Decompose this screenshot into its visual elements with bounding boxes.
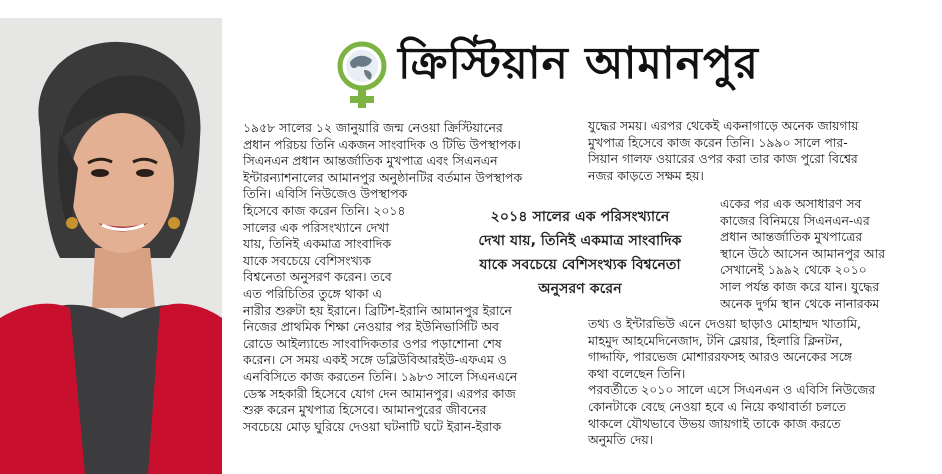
- text-line: ইন্টারন্যাশনালের আমানপুর অনুষ্ঠানটির বর্তমান উপস্থাপক: [243, 169, 523, 185]
- text-line: অনুমতি দেয়।: [588, 432, 654, 448]
- pull-quote-line: ২০১৪ সালের এক পরিসংখ্যানে: [490, 209, 670, 225]
- text-line: প্রধান আন্তর্জাতিক মুখপাত্রের: [720, 229, 863, 245]
- article-title: ক্রিস্টিয়ান আমানপুর: [398, 38, 760, 89]
- text-line: রোডে আইল্যান্ডে সাংবাদিকতার ওপর পড়াশোনা শেষ: [243, 335, 502, 351]
- text-line: মাহমুদ আহমেদিনেজাদ, টনি ব্লেয়ার, হিলারি ক্লিনটন,: [588, 332, 843, 348]
- text-line: স্থানে উঠে আসেন আমানপুর আর: [720, 245, 886, 261]
- pull-quote-line: যাকে সবচেয়ে বেশিসংখ্যক বিশ্বনেতা: [479, 257, 681, 273]
- text-line: থাকলে যৌথভাবে উভয় জায়গাই তাকে কাজ করতে: [588, 415, 841, 431]
- article-column-2-bottom: [588, 316, 918, 449]
- text-line: কোনটাকে বেছে নেওয়া হবে এ নিয়ে কথাবার্তা চলতে: [588, 398, 846, 414]
- text-line: সিএনএন প্রধান আন্তর্জাতিক মুখপাত্র এবং সিএনএন: [243, 153, 498, 169]
- text-line: নজর কাড়তে সক্ষম হয়।: [588, 167, 704, 183]
- pull-quote: [455, 205, 705, 301]
- text-line: কথা বলেছেন তিনি।: [588, 365, 686, 381]
- text-line: এনবিসিতে কাজ করতেন তিনি। ১৯৮৩ সালে সিএনএনে: [243, 368, 518, 384]
- text-line: কাজের বিনিময়ে সিএনএন-এর: [720, 212, 870, 228]
- text-line: সালের এক পরিসংখ্যানে দেখা: [243, 219, 389, 235]
- text-line: মুখপাত্র হিসেবে কাজ করেন তিনি। ১৯৯০ সালে পার-: [588, 134, 848, 150]
- narrow-text-block: [243, 186, 439, 302]
- text-line: একের পর এক অসাধারণ সব: [720, 196, 862, 211]
- text-line: নারীর শুরুটা হয় ইরানে। ব্রিটিশ-ইরানি আমানপুর ইরানে: [243, 302, 512, 318]
- text-line: সাল পর্যন্ত কাজ করে যান। যুদ্ধের: [720, 278, 880, 294]
- text-line: গাদ্দাফি, পারভেজ মোশাররফসহ আরও অনেকের সঙ্গে: [588, 349, 852, 365]
- text-line: সিয়ান গালফ ওয়ারের ওপর করা তার কাজ পুরো বিশ্বের: [588, 151, 858, 167]
- pull-quote-line: দেখা যায়, তিনিই একমাত্র সাংবাদিক: [478, 233, 682, 249]
- text-line: ১৯৫৮ সালের ১২ জানুয়ারি জন্ম নেওয়া ক্রিস্টিয়ানের: [243, 120, 503, 135]
- article-column-2-top: [588, 118, 918, 184]
- text-line: প্রধান পরিচয় তিনি একজন সাংবাদিক ও টিভি উপস্থাপক।: [243, 136, 521, 152]
- text-line: হিসেবে কাজ করেন তিনি। ২০১৪: [243, 202, 406, 218]
- text-line: এত পরিচিতির তুঙ্গে থাকা এ: [243, 285, 382, 301]
- text-line: বিশ্বনেতা অনুসরণ করেন। তবে: [243, 269, 392, 285]
- text-line: সবচেয়ে মোড় ঘুরিয়ে দেওয়া ঘটনাটি ঘটে ইরান-ইরাক: [243, 418, 502, 434]
- portrait-photo: [0, 18, 222, 474]
- text-line: করেন। সে সময় একই সঙ্গে ডব্লিউবিআরইউ-এফএম ও: [243, 352, 507, 368]
- portrait-illustration: [0, 18, 222, 474]
- text-line: পরবর্তীতে ২০১০ সালে এসে সিএনএন ও এবিসি নিউজের: [588, 382, 876, 398]
- text-line: যুদ্ধের সময়। এরপর থেকেই একনাগাড়ে অনেক জায়গায়: [588, 118, 859, 133]
- text-line: ডেস্ক সহকারী হিসেবে যোগ দেন আমানপুর। এরপর কাজ: [243, 385, 516, 401]
- text-line: নিজের প্রাথমিক শিক্ষা নেওয়ার পর ইউনিভার্সিটি অব: [243, 319, 499, 335]
- pull-quote-line: অনুসরণ করেন: [538, 281, 622, 297]
- text-line: সেখানেই ১৯৯২ থেকে ২০১০: [720, 262, 867, 278]
- text-line: যায়, তিনিই একমাত্র সাংবাদিক: [243, 236, 392, 252]
- text-line: তিনি। এবিসি নিউজেও উপস্থাপক: [243, 186, 408, 202]
- article-column-2-middle: [720, 196, 920, 312]
- text-line: অনেক দুর্গম স্থান থেকে নানারকম: [720, 295, 880, 311]
- text-line: শুরু করেন মুখপাত্র হিসেবে। আমানপুরের জীবনের: [243, 402, 487, 418]
- text-line: তথ্য ও ইন্টারভিউ এনে দেওয়া ছাড়াও মোহাম্মদ খাতামি,: [588, 316, 861, 331]
- text-line: যাকে সবচেয়ে বেশিসংখ্যক: [243, 252, 371, 268]
- globe-female-symbol-icon: [336, 40, 388, 110]
